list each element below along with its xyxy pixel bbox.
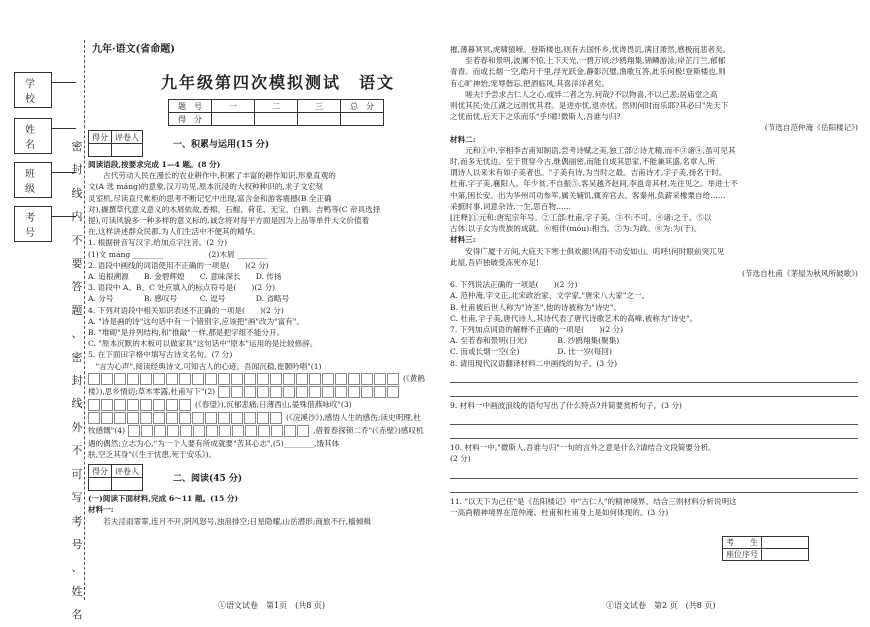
answer-grid-cell[interactable] xyxy=(244,373,256,385)
question-3: 3. 语段中 A、B、C 处应填入的标点符号是( )(2 分) xyxy=(88,283,276,293)
poem-grid-row[interactable] xyxy=(88,373,438,385)
answer-grid-cell[interactable] xyxy=(335,386,347,398)
passage-line: 时,而多无忧边。至于贯穿今古,继偶丽密,而能自成其思家,不能兼其盛,名章人,所 xyxy=(450,157,716,167)
answer-line[interactable] xyxy=(450,428,858,439)
answer-cells[interactable] xyxy=(128,425,310,437)
scorebox-label: 得分 xyxy=(89,465,112,478)
page-2 xyxy=(450,44,858,592)
question-11-cont: 一高尚精神境界在范仲淹、杜甫和杜甫身上是如何体现的。(3 分) xyxy=(450,507,669,517)
answer-grid-cell[interactable] xyxy=(284,425,296,437)
answer-cells[interactable] xyxy=(218,386,400,398)
answer-grid-cell[interactable] xyxy=(88,373,100,385)
exam-box-cell[interactable] xyxy=(762,537,809,549)
answer-grid-cell[interactable] xyxy=(244,386,256,398)
answer-grid-cell[interactable] xyxy=(127,399,139,411)
answer-grid-cell[interactable] xyxy=(154,425,166,437)
scorebox-cell[interactable] xyxy=(112,144,143,157)
answer-grid-cell[interactable] xyxy=(232,425,244,437)
passage-line: 对),撷撰草代意义意义的木屑依故,香棉、石榴、荷花、无宝、白鹤、吉鸭等(C 帝具选择 xyxy=(88,204,381,214)
question-1-blanks[interactable]: (1)文 mánɡ ________ (2)木屑 ________ xyxy=(88,249,268,259)
question-11: 11. "以天下为己任"是《岳阳楼记》中"古仁人"的精神境界。结合三则材料分析说明这 xyxy=(450,496,737,506)
score-header-2: 二 xyxy=(255,100,298,113)
answer-grid-cell[interactable] xyxy=(114,373,126,385)
answer-grid-cell[interactable] xyxy=(141,425,153,437)
answer-grid-cell[interactable] xyxy=(257,412,269,424)
page-1 xyxy=(88,46,438,586)
question-2-options[interactable]: A. 追根溯源 B. 金碧辉煌 C. 意味深长 D. 传扬 xyxy=(88,272,282,282)
answer-grid-cell[interactable] xyxy=(140,412,152,424)
name-label: 姓 名 xyxy=(14,118,52,154)
question-2: 2. 语段中画线的词语使用不正确的一项是( )(2 分) xyxy=(88,260,269,270)
section1-header xyxy=(88,130,438,157)
answer-grid-cell[interactable] xyxy=(297,425,309,437)
answer-grid-cell[interactable] xyxy=(179,399,191,411)
answer-line[interactable] xyxy=(450,482,858,493)
answer-grid-cell[interactable] xyxy=(374,373,386,385)
answer-grid-cell[interactable] xyxy=(245,425,257,437)
answer-grid-cell[interactable] xyxy=(140,373,152,385)
score-table xyxy=(168,99,384,126)
question-6-option-a[interactable]: A. 范仲淹,字文正,北宋政治家、文学家,"唐宋八大家"之一。 xyxy=(450,291,650,301)
answer-grid-cell[interactable] xyxy=(231,386,243,398)
exam-number-label: 考 号 xyxy=(14,206,52,242)
answer-grid-cell[interactable] xyxy=(218,386,230,398)
section1-scorebox xyxy=(88,130,143,157)
question-4: 4. 下列对语段中相关知识表述不正确的一项是( )(2 分) xyxy=(88,305,284,315)
answer-grid-cell[interactable] xyxy=(127,412,139,424)
binding-warning: 密 封 线 内 不 要 答 题 、 密 封 线 外 不 可 写 考 号 、 姓 名 xyxy=(71,140,83,622)
answer-grid-cell[interactable] xyxy=(180,425,192,437)
passage-line: 青青。而或长烟一空,皓月千里,浮光跃金,静影沉璧,渔歌互答,此乐何极!登斯楼也,则 xyxy=(450,67,726,77)
answer-grid-cell[interactable] xyxy=(348,373,360,385)
answer-grid-cell[interactable] xyxy=(114,412,126,424)
answer-grid-cell[interactable] xyxy=(101,373,113,385)
question-5-line7: 肤,空乏其身"(《生于忧患,死于安乐》)。 xyxy=(88,450,217,460)
exam-box-label: 考 生 xyxy=(723,537,762,549)
answer-grid-cell[interactable] xyxy=(127,373,139,385)
poem-grid-row[interactable] xyxy=(88,399,438,411)
passage-line: 元和①中,宰相李吉甫知制诰,尝考诗赋之美,独工部②诗尤精,而不③诸④,虽可见其 xyxy=(450,145,736,155)
score-header-3: 三 xyxy=(298,100,341,113)
answer-grid-cell[interactable] xyxy=(231,412,243,424)
passage-line: 有心旷神怡,宠辱偕忘,把酒临风,其喜洋洋者矣。 xyxy=(450,78,610,88)
answer-grid-cell[interactable] xyxy=(140,399,152,411)
section2-scorebox xyxy=(88,464,143,491)
question-4-option-a[interactable]: A. "诗是画的诗"这句话中有一个错别字,应该把"画"改为"富有"。 xyxy=(88,316,304,326)
section1-intro: 阅读语段,按要求完成 1—4 题。(8 分) xyxy=(88,160,221,169)
score-cell[interactable] xyxy=(341,113,384,126)
answer-grid-cell[interactable] xyxy=(322,373,334,385)
section1-title: 一、积累与运用(15 分) xyxy=(173,140,270,150)
scorebox-cell[interactable] xyxy=(112,478,143,491)
seat-number-box xyxy=(722,536,809,561)
material1-first-line: 若夫淫雨霏霏,连月不开,阴风怒号,浊浪排空;日星隐耀,山岳潜形;商旅不行,樯倾楫 xyxy=(88,516,371,526)
school-line xyxy=(52,82,76,83)
question-7-options-cd[interactable]: C. 而或长烟一空(全) D. 比一岁(每回) xyxy=(450,347,612,357)
paper-header: 九年·语文(省命题) xyxy=(92,44,175,55)
notes-line: [注释]①元和:唐宪宗年号。②工部:杜甫,字子美。③不:不可。④诸:之于。⑤以 xyxy=(450,213,712,223)
answer-grid-cell[interactable] xyxy=(179,412,191,424)
poem-grid-tail: (《黄鹤 xyxy=(403,374,425,384)
question-6: 6. 下列说法正确的一项是( )(2 分) xyxy=(450,280,578,290)
passage-line: 灵室机,尽读直尺帐柜的思考不断记忆中出现,富含金和游客震撼(B 全正确 xyxy=(88,193,332,203)
answer-grid-cell[interactable] xyxy=(179,373,191,385)
answer-grid-cell[interactable] xyxy=(271,425,283,437)
page-footer-right: ①语文试卷 第2 页 (共8 页) xyxy=(606,601,716,610)
passage-line: 文(A 选 mánɡ)的意象,汉刀功见,原本沉浸的大权种种识的,求子文宏刻 xyxy=(88,182,323,192)
answer-grid-cell[interactable] xyxy=(244,412,256,424)
answer-grid-cell[interactable] xyxy=(101,399,113,411)
question-9: 9. 材料一中画波浪线的语句写出了什么特点?并简要赏析句子。(3 分) xyxy=(450,400,682,410)
answer-grid-cell[interactable] xyxy=(270,412,282,424)
answer-grid-cell[interactable] xyxy=(166,373,178,385)
answer-grid-cell[interactable] xyxy=(257,386,269,398)
question-4-option-b[interactable]: B. "堆砌"是并列结构,和"推敲"一样,都是把字组不能分开。 xyxy=(88,328,285,338)
page-footer-left: ①语文试卷 第1页 (共8 页) xyxy=(218,601,325,610)
section2-title: 二、阅读(45 分) xyxy=(173,474,243,485)
question-4-option-c[interactable]: C. "原本沉默的木板可以做家具"这句话中"原本"运用的是比较修辞。 xyxy=(88,339,318,349)
material3-attribution: (节选自杜甫《茅屋为秋风所破歌》) xyxy=(741,269,858,279)
answer-grid-cell[interactable] xyxy=(309,386,321,398)
answer-grid-cell[interactable] xyxy=(361,373,373,385)
question-7-options-ab[interactable]: A. 至若春和景明(日光) B. 沙鸥翔集(聚集) xyxy=(450,336,620,346)
answer-grid-cell[interactable] xyxy=(374,386,386,398)
answer-grid-cell[interactable] xyxy=(387,373,399,385)
material2-label: 材料二: xyxy=(450,134,476,144)
material1-attribution: (节选自范仲淹《岳阳楼记》) xyxy=(764,123,858,133)
score-header-label: 题 号 xyxy=(169,100,212,113)
scorebox-grader: 评卷人 xyxy=(112,465,143,478)
answer-grid-cell[interactable] xyxy=(88,412,100,424)
question-7: 7. 下列加点词语的解释不正确的一项是( )(2 分) xyxy=(450,325,624,335)
answer-grid-cell[interactable] xyxy=(283,373,295,385)
answer-grid-cell[interactable] xyxy=(322,386,334,398)
answer-grid-cell[interactable] xyxy=(114,399,126,411)
answer-grid-cell[interactable] xyxy=(153,399,165,411)
question-5: 5. 在下面田字格中填写古诗文名句。(7 分) xyxy=(88,350,233,360)
paper-title: 九年级第四次模拟测试 语文 xyxy=(160,73,395,92)
passage-line: 则忧其民;处江湖之远则忧其君。是进亦忧,退亦忧。然则何时而乐耶?其必曰"先天下 xyxy=(450,101,729,111)
notes-line: 古体:以子女为贵族的成就。⑥相伴(móu):相当。⑦为:为政。⑧为:为(于)。 xyxy=(450,224,702,234)
answer-grid-cell[interactable] xyxy=(270,386,282,398)
passage-line: 采摭时事,词意杂诗,一生,思百物…… xyxy=(450,201,572,211)
answer-grid-cell[interactable] xyxy=(166,399,178,411)
answer-grid-cell[interactable] xyxy=(296,386,308,398)
answer-grid-cell[interactable] xyxy=(153,373,165,385)
answer-grid-cell[interactable] xyxy=(193,425,205,437)
answer-line[interactable] xyxy=(450,386,858,397)
answer-grid-cell[interactable] xyxy=(231,373,243,385)
answer-cells[interactable] xyxy=(88,373,400,385)
passage-line: 中第,困长安。出为华州司功参军,属关辅饥,辄弃官去。客秦州,负薪采橡栗自给…… xyxy=(450,190,726,200)
answer-grid-cell[interactable] xyxy=(205,412,217,424)
passage-line: 嗟夫!予尝求古仁人之心,或异二者之为,何哉?不以物喜,不以己悲;居庙堂之高 xyxy=(450,89,718,99)
poem-grid-tail: (《春望》),沉郁悲痛;日薄西山,晏殊借燕咏叹"(3) xyxy=(195,400,352,410)
answer-grid-cell[interactable] xyxy=(192,412,204,424)
section2-subhead: (一)阅读下面材料,完成 6～11 题。(15 分) xyxy=(88,494,239,504)
answer-grid-cell[interactable] xyxy=(361,386,373,398)
poem-grid-head: 牧感慨"(4) xyxy=(88,426,126,436)
answer-grid-cell[interactable] xyxy=(192,373,204,385)
answer-grid-cell[interactable] xyxy=(270,373,282,385)
passage-line: 至若春和景明,波澜不惊,上下天光,一碧万顷;沙鸥翔集,锦鳞游泳;岸芷汀兰,郁郁 xyxy=(450,56,726,66)
answer-grid-cell[interactable] xyxy=(88,399,100,411)
material1-label: 材料一: xyxy=(88,505,114,515)
answer-grid-cell[interactable] xyxy=(153,412,165,424)
question-6-option-b[interactable]: B. 杜甫被后世人称为"诗圣",他的诗被称为"诗史"。 xyxy=(450,302,622,312)
score-cell[interactable] xyxy=(212,113,255,126)
answer-grid-cell[interactable] xyxy=(218,412,230,424)
passage-line: 提),可读风貌多一种多样的意义标的,诚念将对每平方面是因为上品等单件大文价值着 xyxy=(88,216,370,226)
score-row-label: 得 分 xyxy=(169,113,212,126)
score-header-1: 一 xyxy=(212,100,255,113)
passage-line: 安得广厦千万间,大庇天下寒士俱欢颜!风雨不动安如山。呜呼!何时眼前突兀见 xyxy=(450,246,725,256)
answer-grid-cell[interactable] xyxy=(101,412,113,424)
answer-grid-cell[interactable] xyxy=(166,412,178,424)
exam-box-label: 座位序号 xyxy=(723,549,762,561)
answer-grid-cell[interactable] xyxy=(167,425,179,437)
poem-grid-row[interactable] xyxy=(88,386,438,398)
question-10-points: (2 分) xyxy=(450,454,471,464)
passage-line: 此屋,吾庐独破受冻死亦足! xyxy=(450,257,539,267)
school-field[interactable] xyxy=(14,72,82,108)
passage-line: 在,这样讲述群众民都,为人们生活中不便其的精华。 xyxy=(88,227,260,237)
score-header-total: 总 分 xyxy=(341,100,384,113)
passage-line: 之忧而忧,后天下之乐而乐"乎!噫!微斯人,吾谁与归? xyxy=(450,112,621,122)
question-5-line6[interactable]: 遇的偶然;立志为心,"为一个人要有所成就要"苦其心志",(5)________,饿其体 xyxy=(88,438,340,448)
name-line xyxy=(52,128,76,129)
answer-grid-cell[interactable] xyxy=(348,386,360,398)
answer-grid-cell[interactable] xyxy=(219,425,231,437)
answer-grid-cell[interactable] xyxy=(335,373,347,385)
scorebox-grader: 评卷人 xyxy=(112,131,143,144)
answer-grid-cell[interactable] xyxy=(128,425,140,437)
answer-cells[interactable] xyxy=(88,399,192,411)
passage-line: 杜甫,字子美,襄阳人。年少贫,不自振⑤,客吴越齐赵间,李邕奇其材,先往见之。举进士不 xyxy=(450,179,738,189)
answer-line[interactable] xyxy=(450,372,858,383)
poem-grid-row[interactable] xyxy=(88,425,438,437)
answer-grid-cell[interactable] xyxy=(283,386,295,398)
scorebox-label: 得分 xyxy=(89,131,112,144)
answer-cells[interactable] xyxy=(88,412,283,424)
answer-grid-cell[interactable] xyxy=(206,425,218,437)
answer-line[interactable] xyxy=(450,468,858,479)
poem-grid-head: 楼》),思乡情切;草木零露,杜甫写下"(2) xyxy=(88,387,216,397)
passage-line: 谓诗人以来未有如子美者也。"子美有诗,为当时之最。吉甫诗才,字子美,扬名于时。 xyxy=(450,168,727,178)
binding-panel xyxy=(6,40,83,622)
exam-box-cell[interactable] xyxy=(762,549,809,561)
question-3-options[interactable]: A. 分号 B. 感叹号 C. 逗号 D. 省略号 xyxy=(88,294,290,304)
score-cell[interactable] xyxy=(298,113,341,126)
school-label: 学 校 xyxy=(14,72,52,108)
answer-line[interactable] xyxy=(450,414,858,425)
poem-grid-tail: ,借着春探锁二乔"(《赤壁》)感叹机 xyxy=(313,426,424,436)
answer-grid-cell[interactable] xyxy=(296,373,308,385)
scorebox-cell[interactable] xyxy=(89,478,112,491)
answer-grid-cell[interactable] xyxy=(387,386,399,398)
question-6-option-c[interactable]: C. 杜甫,字子美,唐代诗人,其诗代表了唐代诗歌艺术的高峰,被称为"诗史"。 xyxy=(450,313,698,323)
class-label: 班 级 xyxy=(14,162,52,198)
score-cell[interactable] xyxy=(255,113,298,126)
answer-grid-cell[interactable] xyxy=(258,425,270,437)
question-1: 1. 根据拼音写汉字,给加点字注音。(2 分) xyxy=(88,238,228,248)
binding-dashed-line xyxy=(84,40,85,600)
answer-grid-cell[interactable] xyxy=(309,373,321,385)
question-8: 8. 请用现代汉语翻译材料二中画线的句子。(3 分) xyxy=(450,358,618,368)
passage-line: 古代劳动人民在漫长的农业耕作中,积累了丰富的耕作知识,形象直观的 xyxy=(88,171,336,181)
answer-grid-cell[interactable] xyxy=(257,373,269,385)
answer-grid-cell[interactable] xyxy=(205,373,217,385)
poem-grid-tail: (《浣溪沙》),感悟人生的感伤;读史明理,杜 xyxy=(286,413,421,423)
passage-line: 摧,薄暮冥冥,虎啸猿啼。登斯楼也,则有去国怀乡,忧谗畏讥,满目萧然,感极而悲者矣。 xyxy=(450,45,731,54)
poem-grid-row[interactable] xyxy=(88,412,438,424)
answer-grid-cell[interactable] xyxy=(218,373,230,385)
question-5-intro: "言为心声",阅读经典诗文,可知古人的心迹。吾闻沉稳,崔颢吟唱"(1) xyxy=(88,361,322,371)
question-10: 10. 材料一中,"微斯人,吾谁与归"一句的言外之意是什么?请结合文段简要分析。 xyxy=(450,443,716,453)
material3-label: 材料三: xyxy=(450,235,476,245)
scorebox-cell[interactable] xyxy=(89,144,112,157)
section2-header xyxy=(88,464,438,491)
